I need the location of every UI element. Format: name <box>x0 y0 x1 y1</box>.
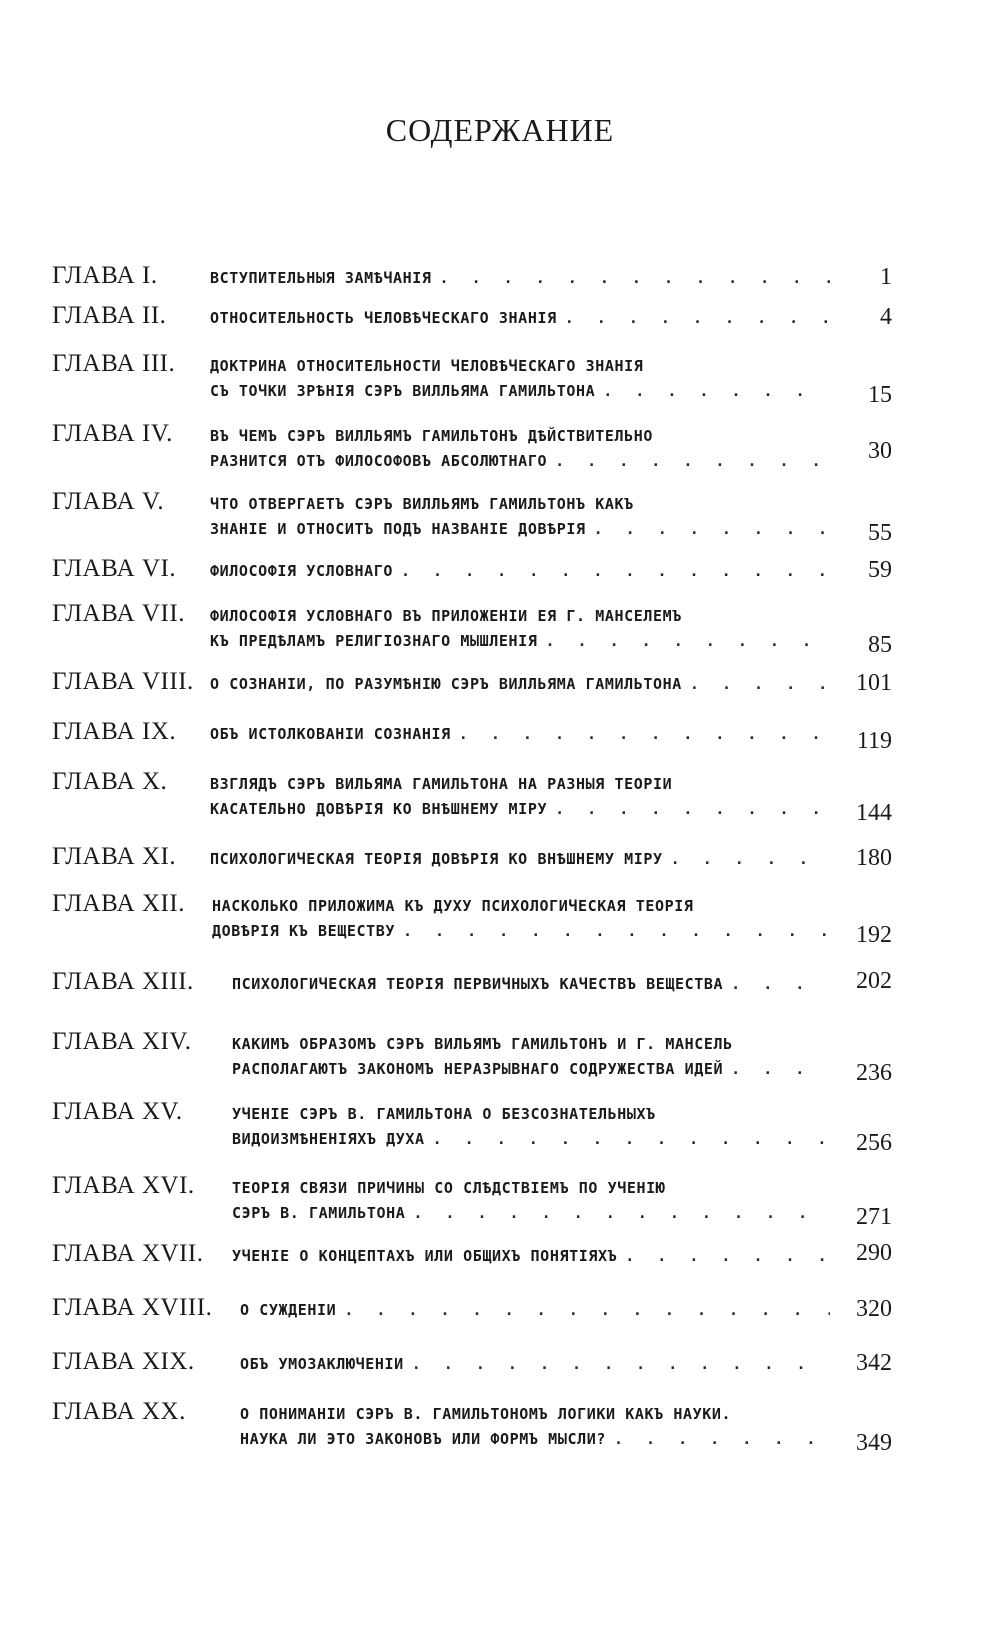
dot-leader <box>433 1127 830 1152</box>
chapter-title-text: О СУЖДЕНІИ <box>240 1301 337 1319</box>
chapter-title-line <box>210 492 830 517</box>
dot-leader <box>412 1352 830 1377</box>
page-number: 202 <box>856 968 892 994</box>
chapter-title-text: ОБЪ УМОЗАКЛЮЧЕНІИ <box>240 1355 404 1373</box>
chapter-label: ГЛАВА XII. <box>52 890 185 917</box>
page-number: 101 <box>856 670 892 696</box>
chapter-label: ГЛАВА IV. <box>52 420 173 447</box>
chapter-title-text: СЭРЪ В. ГАМИЛЬТОНА <box>232 1204 406 1222</box>
dot-leader <box>440 266 830 291</box>
chapter-title-text: ВИДОИЗМѢНЕНІЯХЪ ДУХА <box>232 1130 425 1148</box>
chapter-title-line <box>210 722 830 747</box>
chapter-label: ГЛАВА VI. <box>52 555 177 582</box>
chapter-title-line <box>212 919 830 944</box>
chapter-title-line <box>240 1427 830 1452</box>
chapter-title <box>210 772 830 822</box>
chapter-title <box>210 604 830 654</box>
chapter-label: ГЛАВА III. <box>52 350 176 377</box>
chapter-title-text: ФИЛОСОФІЯ УСЛОВНАГО ВЪ ПРИЛОЖЕНІИ ЕЯ Г. МАНСЕЛЕМЪ <box>210 607 682 625</box>
chapter-title-text: РАСПОЛАГАЮТЪ ЗАКОНОМЪ НЕРАЗРЫВНАГО СОДРУЖЕСТВА ИДЕЙ <box>232 1060 724 1078</box>
dot-leader <box>459 722 830 747</box>
chapter-title-text: ЗНАНІЕ И ОТНОСИТЪ ПОДЪ НАЗВАНІЕ ДОВѢРІЯ <box>210 520 586 538</box>
chapter-title-text: ТЕОРІЯ СВЯЗИ ПРИЧИНЫ СО СЛѢДСТВІЕМЪ ПО УЧЕНІЮ <box>232 1179 666 1197</box>
chapter-title <box>210 847 830 872</box>
chapter-title <box>240 1298 830 1323</box>
page-number: 30 <box>868 438 892 464</box>
chapter-title-text: ДОКТРИНА ОТНОСИТЕЛЬНОСТИ ЧЕЛОВѢЧЕСКАГО ЗНАНІЯ <box>210 357 644 375</box>
chapter-title-line <box>232 1201 830 1226</box>
chapter-title-text: ПСИХОЛОГИЧЕСКАЯ ТЕОРІЯ ДОВѢРІЯ КО ВНѢШНЕМУ МІРУ <box>210 850 663 868</box>
page-number: 15 <box>868 382 892 408</box>
dot-leader <box>671 847 830 872</box>
chapter-title-line <box>232 1032 830 1057</box>
chapter-title-line <box>232 1176 830 1201</box>
chapter-label: ГЛАВА XIV. <box>52 1028 192 1055</box>
chapter-title <box>210 424 830 474</box>
chapter-title <box>232 1244 830 1269</box>
chapter-title-text: КЪ ПРЕДѢЛАМЪ РЕЛИГІОЗНАГО МЫШЛЕНІЯ <box>210 632 538 650</box>
chapter-title-text: ОТНОСИТЕЛЬНОСТЬ ЧЕЛОВѢЧЕСКАГО ЗНАНІЯ <box>210 309 557 327</box>
chapter-label: ГЛАВА XVI. <box>52 1172 195 1199</box>
page-number: 256 <box>856 1130 892 1156</box>
chapter-label: ГЛАВА XX. <box>52 1398 186 1425</box>
page-number: 1 <box>880 264 892 290</box>
chapter-title-text: КАСАТЕЛЬНО ДОВѢРІЯ КО ВНѢШНЕМУ МІРУ <box>210 800 548 818</box>
dot-leader <box>413 1201 830 1226</box>
chapter-label: ГЛАВА IX. <box>52 718 177 745</box>
page-number: 192 <box>856 922 892 948</box>
chapter-title-line <box>210 672 830 697</box>
chapter-title-text: ФИЛОСОФІЯ УСЛОВНАГО <box>210 562 393 580</box>
chapter-title-line <box>210 306 830 331</box>
dot-leader <box>401 559 830 584</box>
chapter-title <box>210 266 830 291</box>
chapter-label: ГЛАВА XV. <box>52 1098 183 1125</box>
chapter-title-text: НАСКОЛЬКО ПРИЛОЖИМА КЪ ДУХУ ПСИХОЛОГИЧЕСКАЯ ТЕОРІЯ <box>212 897 694 915</box>
chapter-title-line <box>210 379 830 404</box>
chapter-title <box>232 1176 830 1226</box>
page-number: 290 <box>856 1240 892 1266</box>
dot-leader <box>731 972 830 997</box>
chapter-title <box>210 672 830 697</box>
page-number: 320 <box>856 1296 892 1322</box>
chapter-title <box>232 1102 830 1152</box>
chapter-title-text: УЧЕНІЕ СЭРЪ В. ГАМИЛЬТОНА О БЕЗСОЗНАТЕЛЬНЫХЪ <box>232 1105 656 1123</box>
dot-leader <box>625 1244 830 1269</box>
chapter-title-line <box>232 1057 830 1082</box>
dot-leader <box>690 672 830 697</box>
dot-leader <box>545 629 830 654</box>
page-number: 342 <box>856 1350 892 1376</box>
chapter-title-line <box>210 772 830 797</box>
chapter-label: ГЛАВА X. <box>52 768 168 795</box>
chapter-title-text: ВСТУПИТЕЛЬНЫЯ ЗАМѢЧАНІЯ <box>210 269 432 287</box>
chapter-label: ГЛАВА V. <box>52 488 165 515</box>
dot-leader <box>565 306 830 331</box>
page-number: 236 <box>856 1060 892 1086</box>
chapter-title-line <box>210 517 830 542</box>
chapter-title <box>240 1402 830 1452</box>
dot-leader <box>344 1298 830 1323</box>
chapter-title <box>210 306 830 331</box>
page-number: 55 <box>868 520 892 546</box>
chapter-title-line <box>210 559 830 584</box>
chapter-title <box>210 722 830 747</box>
chapter-title-text: ОБЪ ИСТОЛКОВАНІИ СОЗНАНІЯ <box>210 725 451 743</box>
chapter-title-text: О ПОНИМАНІИ СЭРЪ В. ГАМИЛЬТОНОМЪ ЛОГИКИ КАКЪ НАУКИ. <box>240 1405 732 1423</box>
chapter-title-line <box>210 449 830 474</box>
page-number: 271 <box>856 1204 892 1230</box>
chapter-label: ГЛАВА XVIII. <box>52 1294 213 1321</box>
chapter-label: ГЛАВА II. <box>52 302 167 329</box>
chapter-title-text: НАУКА ЛИ ЭТО ЗАКОНОВЪ ИЛИ ФОРМЪ МЫСЛИ? <box>240 1430 606 1448</box>
chapter-label: ГЛАВА I. <box>52 262 158 289</box>
chapter-title-text: ЧТО ОТВЕРГАЕТЪ СЭРЪ ВИЛЛЬЯМЪ ГАМИЛЬТОНЪ КАКЪ <box>210 495 634 513</box>
chapter-title-line <box>240 1298 830 1323</box>
chapter-title-line <box>210 424 830 449</box>
dot-leader <box>603 379 830 404</box>
chapter-title <box>232 972 830 997</box>
dot-leader <box>555 797 830 822</box>
chapter-title <box>210 354 830 404</box>
page-number: 85 <box>868 632 892 658</box>
chapter-title-line <box>210 266 830 291</box>
page-number: 144 <box>856 800 892 826</box>
chapter-title-text: УЧЕНІЕ О КОНЦЕПТАХЪ ИЛИ ОБЩИХЪ ПОНЯТІЯХЪ <box>232 1247 618 1265</box>
chapter-title-text: СЪ ТОЧКИ ЗРѢНІЯ СЭРЪ ВИЛЛЬЯМА ГАМИЛЬТОНА <box>210 382 596 400</box>
chapter-title-text: ВЗГЛЯДЪ СЭРЪ ВИЛЬЯМА ГАМИЛЬТОНА НА РАЗНЫЯ ТЕОРІИ <box>210 775 673 793</box>
dot-leader <box>614 1427 830 1452</box>
chapter-title-text: ПСИХОЛОГИЧЕСКАЯ ТЕОРІЯ ПЕРВИЧНЫХЪ КАЧЕСТВЪ ВЕЩЕСТВА <box>232 975 724 993</box>
chapter-label: ГЛАВА VIII. <box>52 668 194 695</box>
page-title: СОДЕРЖАНИЕ <box>385 112 615 148</box>
chapter-title-text: РАЗНИТСЯ ОТЪ ФИЛОСОФОВЪ АБСОЛЮТНАГО <box>210 452 548 470</box>
chapter-title <box>212 894 830 944</box>
chapter-title-line <box>240 1352 830 1377</box>
chapter-title-line <box>232 1102 830 1127</box>
page-number: 349 <box>856 1430 892 1456</box>
chapter-title-line <box>212 894 830 919</box>
page-number: 119 <box>856 728 892 754</box>
chapter-label: ГЛАВА VII. <box>52 600 185 627</box>
chapter-title-line <box>210 797 830 822</box>
chapter-title-line <box>210 604 830 629</box>
page-number: 4 <box>880 304 892 330</box>
chapter-title <box>210 559 830 584</box>
chapter-title-line <box>240 1402 830 1427</box>
chapter-title-text: ВЪ ЧЕМЪ СЭРЪ ВИЛЛЬЯМЪ ГАМИЛЬТОНЪ ДѢЙСТВИТЕЛЬНО <box>210 427 654 445</box>
chapter-title-text: КАКИМЪ ОБРАЗОМЪ СЭРЪ ВИЛЬЯМЪ ГАМИЛЬТОНЪ И Г. МАНСЕЛЬ <box>232 1035 733 1053</box>
chapter-title-line <box>232 1127 830 1152</box>
chapter-title <box>240 1352 830 1377</box>
dot-leader <box>555 449 830 474</box>
page-number: 59 <box>868 557 892 583</box>
dot-leader <box>403 919 830 944</box>
chapter-title-text: О СОЗНАНІИ, ПО РАЗУМѢНІЮ СЭРЪ ВИЛЛЬЯМА ГАМИЛЬТОНА <box>210 675 682 693</box>
dot-leader <box>594 517 830 542</box>
dot-leader <box>731 1057 830 1082</box>
chapter-title-line <box>210 354 830 379</box>
chapter-title-line <box>210 847 830 872</box>
chapter-title-line <box>232 1244 830 1269</box>
chapter-title <box>232 1032 830 1082</box>
chapter-label: ГЛАВА XVII. <box>52 1240 204 1267</box>
chapter-title-text: ДОВѢРІЯ КЪ ВЕЩЕСТВУ <box>212 922 395 940</box>
chapter-label: ГЛАВА XIII. <box>52 968 194 995</box>
chapter-title-line <box>232 972 830 997</box>
page-number: 180 <box>856 845 892 871</box>
chapter-title-line <box>210 629 830 654</box>
chapter-label: ГЛАВА XIX. <box>52 1348 195 1375</box>
chapter-title <box>210 492 830 542</box>
chapter-label: ГЛАВА XI. <box>52 843 177 870</box>
